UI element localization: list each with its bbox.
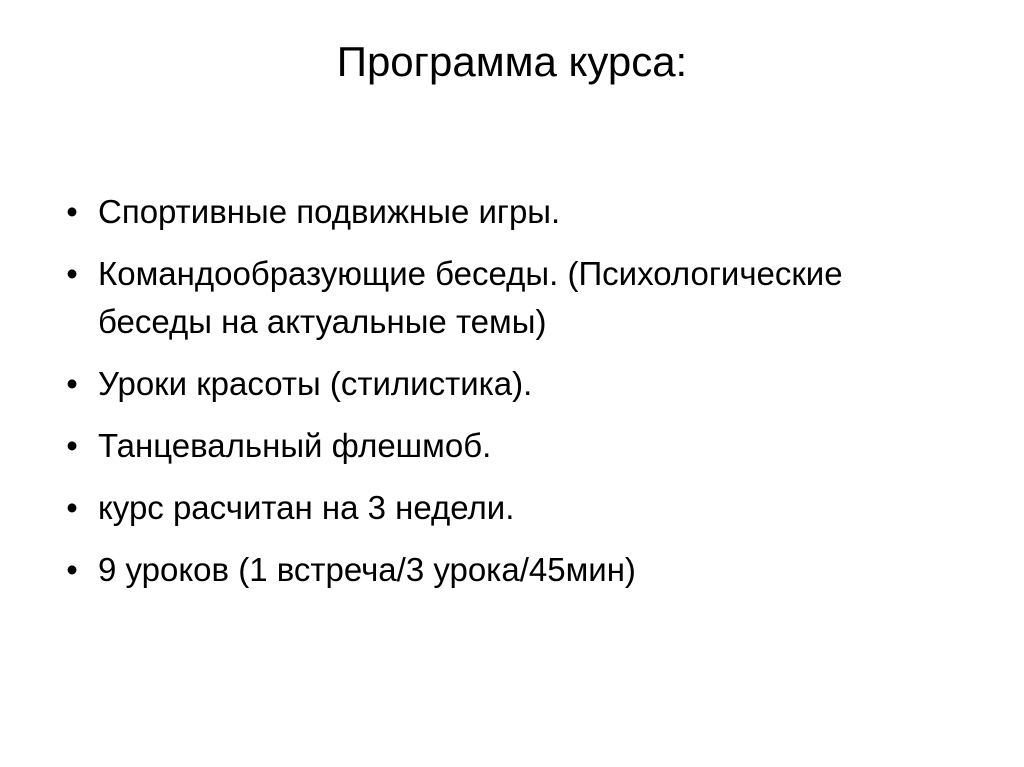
list-item: [60, 484, 940, 532]
bullet-icon: •: [66, 489, 78, 526]
list-item-text: Уроки красоты (стилистика).: [98, 365, 533, 402]
bullet-icon: •: [66, 193, 78, 230]
list-item-text: Спортивные подвижные игры.: [98, 193, 561, 230]
bullet-list: [60, 188, 940, 608]
bullet-icon: •: [66, 427, 78, 464]
bullet-icon: •: [66, 365, 78, 402]
list-item: [60, 422, 940, 470]
bullet-icon: •: [66, 551, 78, 588]
bullet-icon: •: [66, 255, 78, 292]
slide-title: Программа курса:: [336, 38, 688, 85]
list-item: [60, 360, 940, 408]
list-item: [60, 250, 940, 346]
list-item-text: курс расчитан на 3 недели.: [98, 489, 515, 526]
list-item: [60, 188, 940, 236]
list-item-text: Командообразующие беседы. (Психологические беседы на актуальные темы): [98, 255, 843, 340]
list-item-text: Танцевальный флешмоб.: [98, 427, 492, 464]
list-item: [60, 546, 940, 594]
list-item-text: 9 уроков (1 встреча/3 урока/45мин): [98, 551, 636, 588]
